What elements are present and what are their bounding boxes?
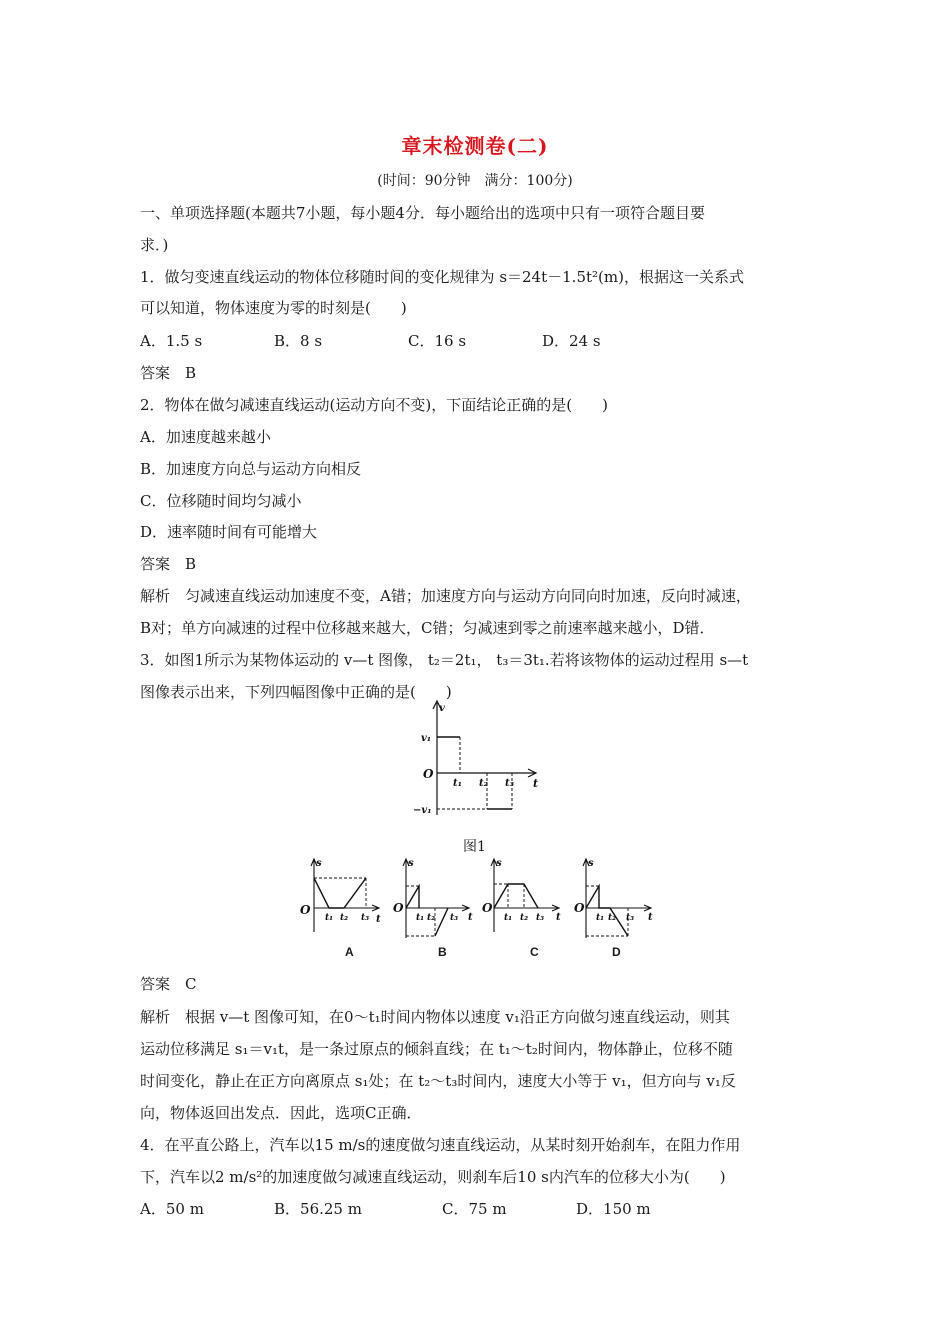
st-graph-d [574, 858, 653, 938]
st-c-label-t3: t₃ [536, 913, 545, 923]
vt-label-t1: t₁ [453, 778, 462, 789]
choice-label-c: C [530, 945, 539, 959]
q2-stem: 2．物体在做匀减速直线运动(运动方向不变)，下面结论正确的是( ) [140, 396, 608, 414]
st-choice-graphs [296, 852, 676, 960]
q2-analysis-line2: B对；单方向减速的过程中位移越来越大，C错；匀减速到零之前速率越来越小，D错． [140, 619, 715, 637]
st-a-label-t1: t₁ [325, 913, 334, 923]
st-d-curve [586, 886, 628, 936]
st-graph-b [393, 858, 473, 938]
q1-stem-line2: 可以知道，物体速度为零的时刻是( ) [140, 299, 407, 317]
q3-stem-line2: 图像表示出来，下列四幅图像中正确的是( ) [140, 683, 452, 701]
st-a-label-s: s [316, 858, 322, 869]
st-a-label-t3: t₃ [361, 913, 370, 923]
q2-option-a: A．加速度越来越小 [140, 428, 271, 446]
st-a-label-origin: O [300, 903, 311, 917]
st-b-curve-1 [406, 886, 419, 908]
st-b-label-origin: O [393, 901, 404, 915]
q2-answer: 答案 B [140, 555, 197, 573]
vt-label-neg-v1: −v₁ [413, 805, 432, 816]
q3-analysis-line1: 解析 根据 v—t 图像可知，在0～t₁时间内物体以速度 v₁沿正方向做匀速直线运动，则其 [140, 1008, 730, 1026]
st-d-label-t: t [648, 912, 653, 923]
q3-analysis-line3: 时间变化，静止在正方向离原点 s₁处；在 t₂～t₃时间内，速度大小等于 v₁，但方向与 v₁反 [140, 1072, 736, 1090]
st-b-label-t: t [468, 912, 473, 923]
exam-info: (时间：90分钟 满分：100分) [377, 173, 573, 189]
st-b-label-t1: t₁ [416, 913, 425, 923]
q2-option-c: C．位移随时间均匀减小 [140, 492, 302, 510]
choice-label-b: B [438, 945, 447, 959]
st-a-label-t2: t₂ [340, 913, 349, 923]
st-d-label-t1: t₁ [596, 913, 605, 923]
vt-label-t2: t₂ [479, 778, 488, 789]
q4-option-b: B．56.25 m [274, 1200, 362, 1218]
q4-stem-line2: 下，汽车以2 m/s²的加速度做匀减速直线运动，则刹车后10 s内汽车的位移大小为( ) [140, 1168, 726, 1186]
q1-option-d: D．24 s [542, 332, 601, 350]
vt-label-origin: O [423, 767, 434, 781]
choice-label-d: D [612, 945, 621, 959]
q4-option-a: A．50 m [140, 1200, 204, 1218]
q2-analysis-line1: 解析 匀减速直线运动加速度不变，A错；加速度方向与运动方向同向时加速，反向时减速， [140, 587, 751, 605]
q1-stem-line1: 1．做匀变速直线运动的物体位移随时间的变化规律为 s＝24t－1.5t²(m)，根据这一关系式 [140, 268, 744, 286]
q2-option-b: B．加速度方向总与运动方向相反 [140, 460, 362, 478]
st-b-label-s: s [408, 858, 414, 869]
q1-options [140, 331, 601, 351]
st-d-label-s: s [588, 858, 594, 869]
q3-stem-line1: 3．如图1所示为某物体运动的 v—t 图像， t₂＝2t₁， t₃＝3t₁.若将该物体的运动过程用 s—t [140, 651, 749, 669]
q1-option-b: B．8 s [274, 332, 323, 350]
st-d-label-origin: O [574, 901, 585, 915]
figure-caption: 图1 [463, 839, 486, 855]
vt-label-v: v [439, 703, 445, 714]
vt-label-t3: t₃ [505, 778, 514, 789]
q3-analysis-line4: 向，物体返回出发点．因此，选项C正确． [140, 1104, 422, 1122]
vt-graph-figure [385, 695, 555, 825]
st-c-label-origin: O [482, 901, 493, 915]
q1-option-c: C．16 s [408, 332, 467, 350]
st-b-curve-2 [435, 908, 448, 936]
q1-option-a: A．1.5 s [140, 332, 203, 350]
section-heading-line2: 求．) [140, 236, 169, 254]
st-c-label-t: t [556, 912, 561, 923]
st-d-label-t3: t₃ [626, 913, 635, 923]
document-title: 章末检测卷(二) [401, 134, 549, 158]
st-graph-c [482, 858, 561, 932]
q4-options [140, 1199, 651, 1219]
st-graph-a [300, 858, 381, 932]
st-a-label-t: t [376, 914, 381, 925]
section-heading-line1: 一、单项选择题(本题共7小题，每小题4分．每小题给出的选项中只有一项符合题目要 [140, 204, 705, 222]
st-b-label-t2: t₂ [427, 913, 436, 923]
q1-answer: 答案 B [140, 364, 197, 382]
st-a-curve [314, 878, 366, 908]
q3-answer: 答案 C [140, 975, 197, 993]
st-b-label-t3: t₃ [450, 913, 459, 923]
q4-option-d: D．150 m [576, 1200, 651, 1218]
st-c-curve [494, 884, 538, 908]
st-c-label-t2: t₂ [520, 913, 529, 923]
q2-option-d: D．速率随时间有可能增大 [140, 523, 318, 541]
st-d-label-t2: t₂ [608, 913, 617, 923]
vt-label-v1: v₁ [421, 733, 432, 744]
st-c-label-t1: t₁ [504, 913, 513, 923]
q4-option-c: C．75 m [442, 1200, 507, 1218]
vt-label-t: t [533, 777, 539, 790]
choice-label-a: A [345, 945, 354, 959]
st-c-label-s: s [496, 858, 502, 869]
q3-analysis-line2: 运动位移满足 s₁＝v₁t，是一条过原点的倾斜直线；在 t₁～t₂时间内，物体静止，位移不随 [140, 1040, 733, 1058]
q4-stem-line1: 4．在平直公路上，汽车以15 m/s的速度做匀速直线运动，从某时刻开始刹车，在阻力作用 [140, 1136, 741, 1154]
